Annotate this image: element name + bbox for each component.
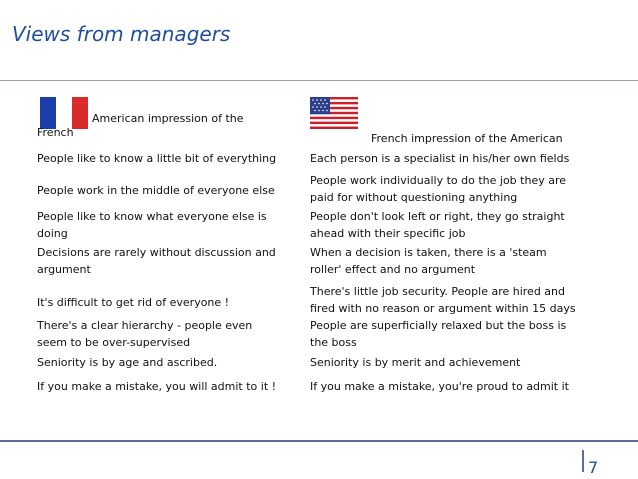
right-cell: People are superficially relaxed but the boss is the boss — [310, 319, 567, 349]
top-divider — [0, 80, 638, 81]
left-cell: People like to know what everyone else is doing — [37, 210, 267, 240]
left-cell: Decisions are rarely without discussion and argument — [37, 246, 276, 276]
usa-flag-icon — [310, 97, 358, 129]
right-cell: People don't look left or right, they go straight ahead with their specific job — [310, 210, 565, 240]
page-number: 7 — [588, 458, 599, 477]
left-cell: People like to know a little bit of everything — [37, 152, 277, 165]
left-cell: People work in the middle of everyone else — [37, 184, 275, 197]
slide-title: Views from managers — [12, 22, 231, 46]
left-column-header: American impression of the — [92, 112, 244, 125]
left-cell: There's a clear hierarchy - people even seem to be over-supervised — [37, 319, 253, 349]
right-cell: There's little job security. People are hired and fired with no reason or argument within 15 days — [310, 285, 576, 315]
right-cell: Each person is a specialist in his/her own fields — [310, 152, 570, 165]
right-cell: If you make a mistake, you're proud to admit it — [310, 380, 569, 393]
right-cell: Seniority is by merit and achievement — [310, 356, 521, 369]
right-cell: People work individually to do the job they are paid for without questioning anything — [310, 174, 567, 204]
france-flag-icon — [40, 97, 88, 129]
right-column-header: French impression of the American — [371, 132, 563, 145]
page-marker — [582, 450, 584, 472]
left-column-header-cont: French — [37, 126, 74, 139]
left-cell: It's difficult to get rid of everyone ! — [37, 296, 230, 309]
left-cell: If you make a mistake, you will admit to it ! — [37, 380, 277, 393]
left-cell: Seniority is by age and ascribed. — [37, 356, 218, 369]
right-cell: When a decision is taken, there is a 'steam roller' effect and no argument — [310, 246, 547, 276]
bottom-divider — [0, 440, 638, 442]
